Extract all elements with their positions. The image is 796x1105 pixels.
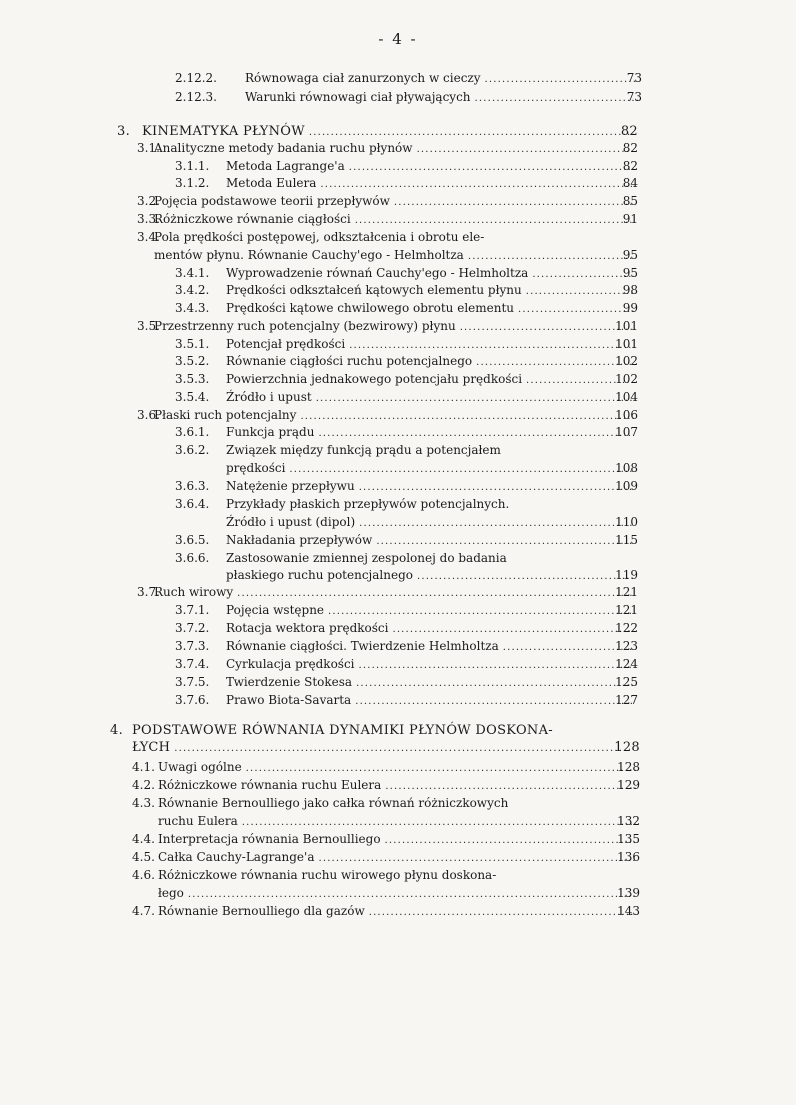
- toc-entry-page: 95: [622, 248, 638, 262]
- toc-entry-number: 4.: [110, 723, 124, 738]
- toc-entry-page: 128: [614, 740, 640, 755]
- toc-entry: [132, 795, 640, 812]
- toc-entry-title: Warunki równowagi ciał pływających: [245, 90, 471, 104]
- toc-entry-number: 3.1.2.: [175, 176, 210, 190]
- toc-leader-dots: [316, 389, 634, 407]
- toc-entry-title-continued: łego: [158, 886, 184, 900]
- toc-entry-page: 108: [615, 461, 638, 475]
- toc-entry-page: 85: [622, 194, 638, 208]
- toc-entry-continuation: [226, 514, 638, 532]
- toc-entry-page: 82: [622, 159, 638, 173]
- toc-entry-title: Różniczkowe równania ruchu Eulera: [158, 778, 382, 792]
- toc-leader-dots: [359, 514, 634, 532]
- toc-entry-title: Wyprowadzenie równań Cauchy'ego - Helmholtza: [226, 266, 529, 280]
- toc-entry-page: 82: [620, 124, 638, 139]
- toc-entry-title: Metoda Eulera: [226, 176, 317, 190]
- toc-entry-title: Pojęcia podstawowe teorii przepływów: [154, 194, 390, 208]
- toc-entry: [117, 123, 638, 141]
- toc-entry-title: KINEMATYKA PŁYNÓW: [142, 124, 305, 139]
- toc-leader-dots: [394, 193, 634, 211]
- toc-entry-title: Całka Cauchy-Lagrange'a: [158, 850, 315, 864]
- toc-entry-title: Pojęcia wstępne: [226, 603, 325, 617]
- toc-entry-title: Rotacja wektora prędkości: [226, 621, 389, 635]
- toc-entry-title: Metoda Lagrange'a: [226, 159, 345, 173]
- toc-entry-page: 135: [617, 832, 640, 846]
- toc-entry: [137, 584, 638, 602]
- toc-entry: [175, 371, 638, 389]
- toc-entry-page: 132: [617, 814, 640, 828]
- toc-entry-page: 104: [615, 390, 638, 404]
- toc-entry-page: 124: [615, 657, 638, 671]
- toc-entry: [132, 831, 640, 849]
- toc-entry-number: 3.6.1.: [175, 425, 210, 439]
- toc-entry-number: 3.6.3.: [175, 479, 210, 493]
- toc-entry-title: Źródło i upust: [226, 390, 312, 404]
- toc-entry: [137, 229, 638, 246]
- toc-entry-number: 3.1.1.: [175, 159, 210, 173]
- toc-entry-title: Różniczkowe równania ruchu wirowego płynu doskona-: [158, 868, 497, 882]
- toc-leader-dots: [309, 123, 634, 141]
- toc-entry-page: 136: [617, 850, 640, 864]
- toc-entry-page: 107: [615, 425, 638, 439]
- toc-entry-number: 3.6.4.: [175, 497, 210, 511]
- toc-entry-title: Twierdzenie Stokesa: [226, 675, 353, 689]
- toc-entry: [110, 722, 640, 739]
- toc-entry-title: Równanie ciągłości. Twierdzenie Helmholtza: [226, 639, 499, 653]
- toc-entry-number: 3.6.2.: [175, 443, 210, 457]
- toc-entry-title: Równanie ciągłości ruchu potencjalnego: [226, 354, 473, 368]
- toc-entry-page: 106: [615, 408, 638, 422]
- toc-entry-number: 4.7.: [132, 904, 155, 918]
- toc-entry-number: 2.12.2.: [175, 71, 217, 85]
- toc-entry-number: 3.4.2.: [175, 283, 210, 297]
- toc-entry: [175, 638, 638, 656]
- toc-leader-dots: [355, 692, 634, 710]
- toc-leader-dots: [328, 602, 634, 620]
- toc-entry-title: Prędkości kątowe chwilowego obrotu elementu: [226, 301, 515, 315]
- toc-entry-title: Natężenie przepływu: [226, 479, 355, 493]
- toc-entry-title: Przykłady płaskich przepływów potencjalnych.: [226, 497, 510, 511]
- toc-entry: [137, 140, 638, 158]
- toc-entry-page: 102: [615, 354, 638, 368]
- toc-entry: [132, 849, 640, 867]
- toc-leader-dots: [476, 353, 634, 371]
- toc-leader-dots: [417, 567, 634, 585]
- toc-entry-number: 3.7.: [137, 585, 160, 599]
- toc-entry-title: Funkcja prądu: [226, 425, 315, 439]
- toc-entry: [175, 70, 642, 88]
- toc-leader-dots: [355, 211, 634, 229]
- toc-entry-title: Analityczne metody badania ruchu płynów: [154, 141, 413, 155]
- toc-entry: [175, 442, 638, 459]
- toc-entry: [175, 175, 638, 193]
- toc-entry: [175, 478, 638, 496]
- toc-entry-title: Ruch wirowy: [154, 585, 234, 599]
- toc-entry-page: 110: [615, 515, 638, 529]
- toc-leader-dots: [318, 849, 636, 867]
- toc-entry-page: 129: [617, 778, 640, 792]
- toc-entry-title: Cyrkulacja prędkości: [226, 657, 355, 671]
- toc-entry-page: 101: [615, 337, 638, 351]
- toc-entry-title: Równanie Bernoulliego jako całka równań różniczkowych: [158, 796, 509, 810]
- toc-leader-dots: [460, 318, 634, 336]
- toc-entry-page: 128: [617, 760, 640, 774]
- toc-entry: [132, 867, 640, 884]
- toc-leader-dots: [300, 407, 634, 425]
- toc-entry-title-continued: płaskiego ruchu potencjalnego: [226, 568, 414, 582]
- toc-entry-page: 84: [622, 176, 638, 190]
- toc-entry-number: 3.7.4.: [175, 657, 210, 671]
- toc-entry-number: 3.7.1.: [175, 603, 210, 617]
- toc-entry-page: 95: [622, 266, 638, 280]
- toc-entry-number: 3.5.: [137, 319, 160, 333]
- toc-entry-page: 122: [615, 621, 638, 635]
- toc-leader-dots: [188, 885, 636, 903]
- toc-entry-title: Prawo Biota-Savarta: [226, 693, 352, 707]
- toc-entry-page: 139: [617, 886, 640, 900]
- toc-entry-number: 3.7.3.: [175, 639, 210, 653]
- toc-entry: [137, 193, 638, 211]
- toc-entry-number: 3.5.4.: [175, 390, 210, 404]
- toc-entry-title: Pola prędkości postępowej, odkształcenia i obrotu ele-: [154, 230, 485, 244]
- toc-entry-title: Powierzchnia jednakowego potencjału prędkości: [226, 372, 523, 386]
- toc-entry-continuation: [226, 567, 638, 585]
- toc-leader-dots: [359, 478, 634, 496]
- toc-leader-dots: [318, 424, 634, 442]
- page-number: - 4 -: [378, 30, 418, 48]
- toc-entry: [175, 532, 638, 550]
- toc-leader-dots: [485, 70, 638, 88]
- toc-entry-number: 3.7.6.: [175, 693, 210, 707]
- toc-entry: [175, 336, 638, 354]
- toc-leader-dots: [174, 739, 636, 757]
- toc-entry-title: PODSTAWOWE RÓWNANIA DYNAMIKI PŁYNÓW DOSKONA-: [132, 723, 553, 738]
- toc-leader-dots: [376, 532, 634, 550]
- toc-leader-dots: [246, 759, 636, 777]
- toc-entry: [137, 407, 638, 425]
- toc-entry-title: Równanie Bernoulliego dla gazów: [158, 904, 365, 918]
- toc-entry-number: 3.4.1.: [175, 266, 210, 280]
- toc-entry-number: 3.7.2.: [175, 621, 210, 635]
- toc-entry: [175, 158, 638, 176]
- toc-leader-dots: [349, 158, 634, 176]
- toc-entry-title-continued: mentów płynu. Równanie Cauchy'ego - Helmholtza: [154, 248, 464, 262]
- toc-entry: [175, 265, 638, 283]
- toc-entry-page: 125: [615, 675, 638, 689]
- toc-entry: [175, 300, 638, 318]
- toc-entry-number: 3.: [117, 124, 131, 139]
- toc-leader-dots: [237, 584, 634, 602]
- toc-entry-page: 115: [615, 533, 638, 547]
- toc-entry-title: Różniczkowe równanie ciągłości: [154, 212, 351, 226]
- toc-entry-title-continued: ruchu Eulera: [158, 814, 238, 828]
- toc-entry-number: 3.1.: [137, 141, 160, 155]
- toc-entry-number: 3.3.: [137, 212, 160, 226]
- toc-leader-dots: [356, 674, 634, 692]
- toc-entry-title: Nakładania przepływów: [226, 533, 373, 547]
- toc-entry-number: 2.12.3.: [175, 90, 217, 104]
- toc-entry-number: 4.5.: [132, 850, 155, 864]
- toc-leader-dots: [349, 336, 634, 354]
- toc-entry: [175, 496, 638, 513]
- toc-entry-title: Prędkości odkształceń kątowych elementu płynu: [226, 283, 522, 297]
- toc-leader-dots: [385, 777, 636, 795]
- toc-leader-dots: [359, 656, 634, 674]
- toc-entry-page: 119: [615, 568, 638, 582]
- toc-entry-page: 101: [615, 319, 638, 333]
- toc-entry-page: 99: [622, 301, 638, 315]
- toc-entry-number: 3.2.: [137, 194, 160, 208]
- toc-entry-number: 3.4.: [137, 230, 160, 244]
- toc-leader-dots: [385, 831, 636, 849]
- toc-entry-page: 121: [615, 603, 638, 617]
- toc-entry-continuation: [158, 813, 640, 831]
- toc-entry-title: Zastosowanie zmiennej zespolonej do badania: [226, 551, 507, 565]
- toc-entry-title: Potencjał prędkości: [226, 337, 346, 351]
- toc-entry: [132, 903, 640, 921]
- toc-leader-dots: [369, 903, 636, 921]
- toc-entry-title-continued: ŁYCH: [132, 740, 171, 755]
- toc-entry: [175, 550, 638, 567]
- toc-entry: [175, 692, 638, 710]
- toc-entry-number: 3.7.5.: [175, 675, 210, 689]
- toc-entry: [175, 389, 638, 407]
- toc-leader-dots: [468, 247, 634, 265]
- toc-entry-title-continued: prędkości: [226, 461, 286, 475]
- toc-entry-continuation: [132, 739, 640, 757]
- toc-entry-page: 73: [626, 71, 642, 85]
- toc-leader-dots: [475, 89, 638, 107]
- toc-entry-number: 3.6.5.: [175, 533, 210, 547]
- toc-entry-number: 3.5.2.: [175, 354, 210, 368]
- toc-entry-number: 4.4.: [132, 832, 155, 846]
- toc-entry-number: 3.6.: [137, 408, 160, 422]
- toc-entry: [175, 353, 638, 371]
- toc-leader-dots: [320, 175, 634, 193]
- toc-entry-page: 127: [615, 693, 638, 707]
- toc-entry-title: Płaski ruch potencjalny: [154, 408, 297, 422]
- toc-entry: [175, 424, 638, 442]
- toc-entry-page: 82: [622, 141, 638, 155]
- toc-entry-number: 4.2.: [132, 778, 155, 792]
- toc-leader-dots: [242, 813, 636, 831]
- toc-entry-title: Związek między funkcją prądu a potencjałem: [226, 443, 501, 457]
- toc-entry-title: Interpretacja równania Bernoulliego: [158, 832, 381, 846]
- toc-entry-page: 98: [622, 283, 638, 297]
- toc-entry-number: 4.1.: [132, 760, 155, 774]
- toc-entry-title-continued: Źródło i upust (dipol): [226, 515, 356, 529]
- toc-entry-number: 3.5.3.: [175, 372, 210, 386]
- toc-entry-number: 3.5.1.: [175, 337, 210, 351]
- toc-entry-page: 143: [617, 904, 640, 918]
- toc-entry-page: 121: [615, 585, 638, 599]
- toc-leader-dots: [392, 620, 634, 638]
- toc-entry-number: 3.4.3.: [175, 301, 210, 315]
- toc-entry: [175, 89, 642, 107]
- toc-entry-continuation: [154, 247, 638, 265]
- toc-entry: [132, 777, 640, 795]
- toc-entry-continuation: [226, 460, 638, 478]
- toc-entry-number: 3.6.6.: [175, 551, 210, 565]
- toc-entry: [175, 620, 638, 638]
- toc-entry-number: 4.3.: [132, 796, 155, 810]
- toc-entry-title: Przestrzenny ruch potencjalny (bezwirowy) płynu: [154, 319, 456, 333]
- toc-leader-dots: [289, 460, 634, 478]
- toc-entry: [132, 759, 640, 777]
- toc-entry-number: 4.6.: [132, 868, 155, 882]
- toc-entry-title: Równowaga ciał zanurzonych w cieczy: [245, 71, 481, 85]
- toc-entry-title: Uwagi ogólne: [158, 760, 242, 774]
- toc-entry: [137, 211, 638, 229]
- toc-entry: [175, 602, 638, 620]
- toc-entry-continuation: [158, 885, 640, 903]
- toc-entry: [175, 674, 638, 692]
- toc-entry: [175, 656, 638, 674]
- toc-entry-page: 73: [626, 90, 642, 104]
- toc-entry: [175, 282, 638, 300]
- toc-entry-page: 91: [622, 212, 638, 226]
- toc-entry-page: 102: [615, 372, 638, 386]
- toc-entry-page: 109: [615, 479, 638, 493]
- toc-entry-page: 123: [615, 639, 638, 653]
- toc-entry: [137, 318, 638, 336]
- toc-leader-dots: [417, 140, 634, 158]
